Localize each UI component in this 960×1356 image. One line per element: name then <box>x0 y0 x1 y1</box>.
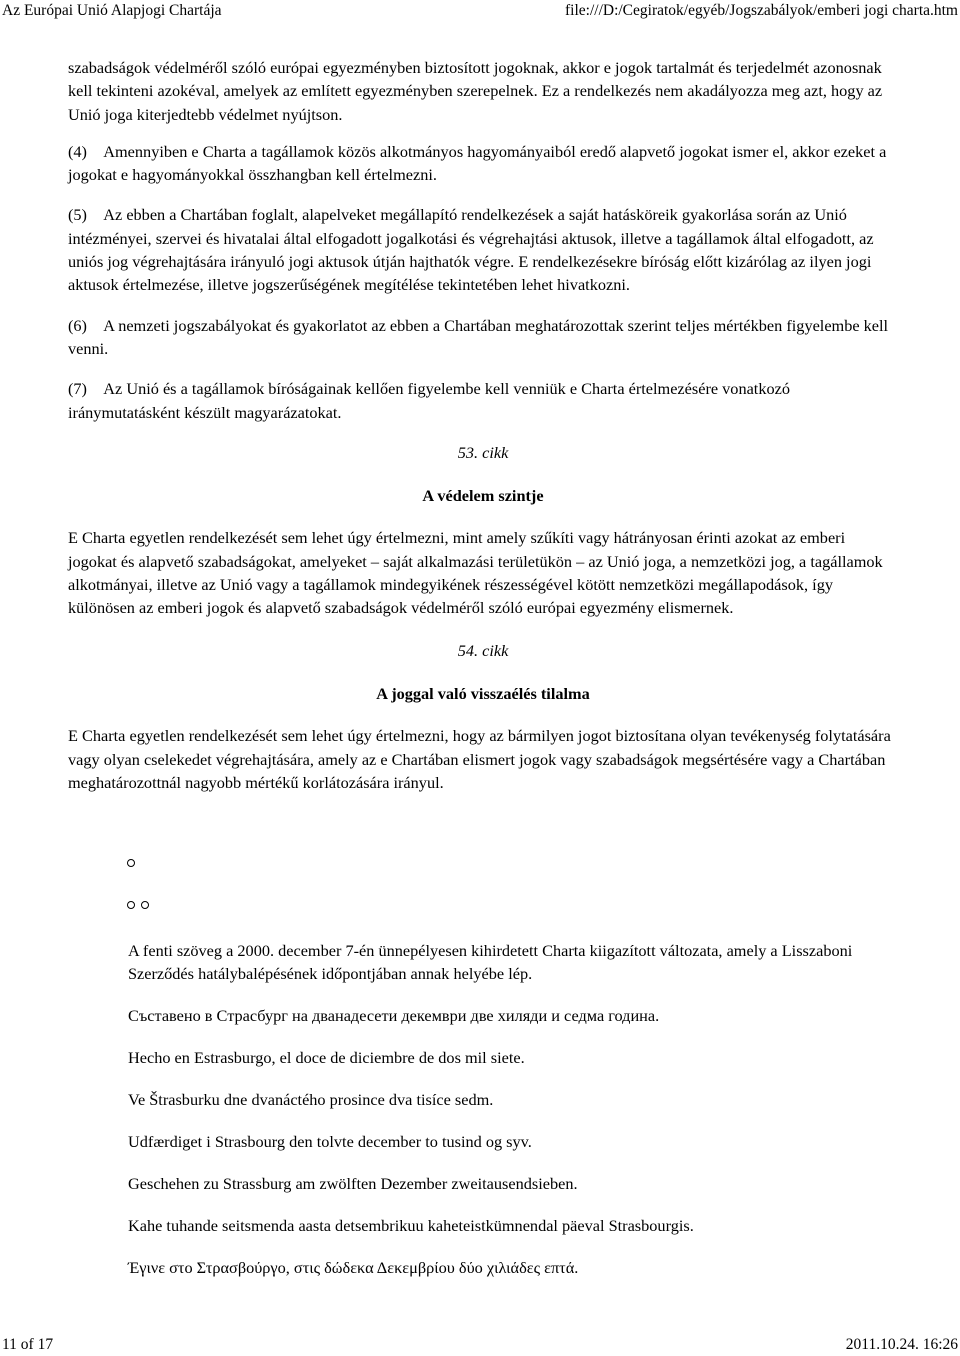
paragraph-4: (4) Amennyiben e Charta a tagállamok közös alkotmányos hagyományaiból eredő alapvető jogokat ismer el, akkor ezeket a jogokat e hagyományokkal összhangban kell értelmezni. <box>68 141 887 185</box>
signature-line-bg: Съставено в Страсбург на дванадесети декември две хиляди и седма година. <box>128 1005 660 1025</box>
article-53-text: E Charta egyetlen rendelkezését sem lehet úgy értelmezni, mint amely szűkíti vagy hátrányosan érinti azokat az emberi jogokat és alapvető szabadságokat, amelyeket – saját alkalmazási területükön – az Unió joga, a nemzetközi jog, a tagállamok alkotmányai, illetve az Unió vagy a tagállamok mindegyikének részességével kötött nemzetközi megállapodások, így különösen az emberi jogok és alapvető szabadságok védelméről szóló európai egyezmény elismernek. <box>68 528 883 618</box>
empty-list-markers <box>127 850 897 920</box>
list-bullet-circle-icon <box>141 901 149 909</box>
list-bullet-circle-icon <box>127 859 135 867</box>
browser-print-footer <box>0 1334 960 1356</box>
print-datetime: 2011.10.24. 16:26 <box>845 1336 958 1353</box>
paragraph-6: (6) A nemzeti jogszabályokat és gyakorlatot az ebben a Chartában meghatározottak szerint teljes mértékben figyelembe kell venni. <box>68 315 889 358</box>
paragraph-5: (5) Az ebben a Chartában foglalt, alapelveket megállapító rendelkezések a saját hatásköreik gyakorlása során az Unió intézményei, szervei és hivatalai által elfogadott jogalkotási és végrehajtási aktusok, illetve a tagállamok által elfogadott, az uniós jog végrehajtására irányuló jogi aktusok útján hajthatók végre. E rendelkezésekre bíróság előtt kizárólag az ilyen jogi aktusok értelmezése, illetve jogszerűségének megítélése tekintetében lehet hivatkozni. <box>68 205 874 295</box>
signature-line-et: Kahe tuhande seitsmenda aasta detsembrikuu kaheteistkümnendal päeval Strasbourgis. <box>128 1215 694 1235</box>
signature-line-es: Hecho en Estrasburgo, el doce de diciembre de dos mil siete. <box>128 1047 525 1067</box>
article-53-number: 53. cikk <box>457 442 509 462</box>
signature-line-da: Udfærdiget i Strasbourg den tolvte december to tusind og syv. <box>128 1131 532 1151</box>
article-53-title: A védelem szintje <box>422 486 544 506</box>
paragraph-continuation: szabadságok védelméről szóló európai egyezményben biztosított jogoknak, akkor e jogok tartalmát és terjedelmét azonosnak kell tekinteni azokéval, amelyek az említett egyezményben szerepelnek. Ez a rendelkezés nem akadályozza meg azt, hogy az Unió joga kiterjedtebb védelmet nyújtson. <box>68 58 883 124</box>
page-counter: 11 of 17 <box>2 1336 54 1353</box>
article-54-title: A joggal való visszaélés tilalma <box>376 683 590 703</box>
closing-section <box>128 939 898 1297</box>
revision-note: A fenti szöveg a 2000. december 7-én ünnepélyesen kihirdetett Charta kiigazított változata, amely a Lisszaboni Szerződés hatálybalépésének időpontjában annak helyébe lép. <box>128 941 853 984</box>
document-body <box>68 56 898 794</box>
document-path: file:///D:/Cegiratok/egyéb/Jogszabályok/emberi jogi charta.htm <box>565 2 958 19</box>
list-bullet-circle-icon <box>127 901 135 909</box>
signature-line-de: Geschehen zu Strassburg am zwölften Dezember zweitausendsieben. <box>128 1173 578 1193</box>
paragraph-7: (7) Az Unió és a tagállamok bíróságainak kellően figyelembe kell venniük e Charta értelmezésére vonatkozó iránymutatásként készült magyarázatokat. <box>68 379 790 422</box>
article-54-number: 54. cikk <box>457 640 509 660</box>
signature-line-cs: Ve Štrasburku dne dvanáctého prosince dva tisíce sedm. <box>128 1089 494 1109</box>
article-54-text: E Charta egyetlen rendelkezését sem lehet úgy értelmezni, hogy az bármilyen jogot biztosítana olyan tevékenység folytatására vagy olyan cselekedet végrehajtására, amely az e Chartában elismert jogok vagy szabadságok megsértésére vagy a Chartában meghatározottnál nagyobb mértékű korlátozására irányul. <box>68 726 891 792</box>
document-title: Az Európai Unió Alapjogi Chartája <box>2 2 222 19</box>
browser-print-header <box>0 0 960 22</box>
signature-line-el: Έγινε στο Στρασβούργο, στις δώδεκα Δεκεμβρίου δύο χιλιάδες επτά. <box>128 1257 579 1277</box>
